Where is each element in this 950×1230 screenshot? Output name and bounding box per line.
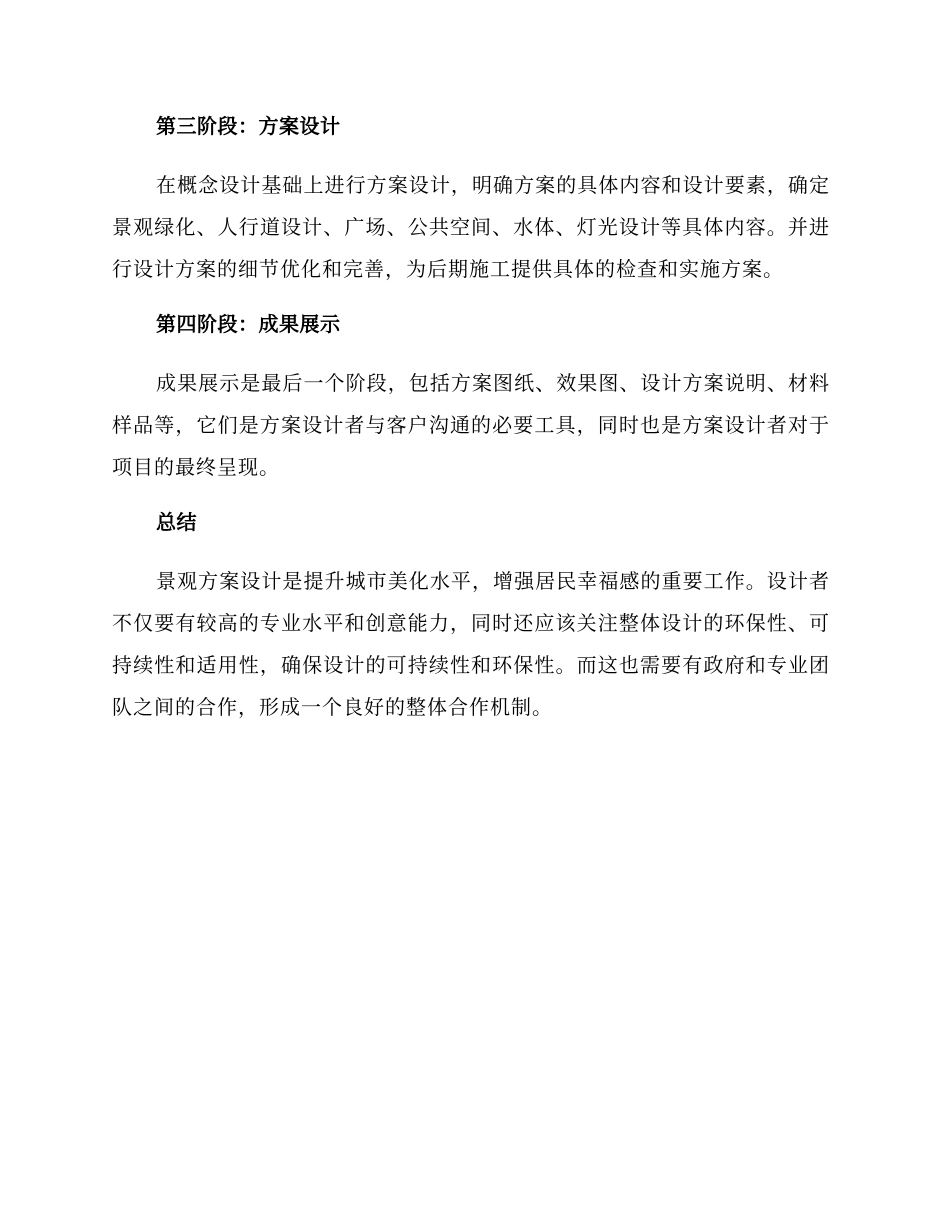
section-paragraph: 在概念设计基础上进行方案设计，明确方案的具体内容和设计要素，确定景观绿化、人行道设计、广场、公共空间、水体、灯光设计等具体内容。并进行设计方案的细节优化和完善，为后期施工提供具体的检查和实施方案。 [112,173,830,281]
section-stage-three [112,110,830,290]
section-heading: 第四阶段：成果展示 [156,312,341,336]
section-stage-four [112,308,830,488]
section-paragraph: 景观方案设计是提升城市美化水平，增强居民幸福感的重要工作。设计者不仅要有较高的专业水平和创意能力，同时还应该关注整体设计的环保性、可持续性和适用性，确保设计的可持续性和环保性。而这也需要有政府和专业团队之间的合作，形成一个良好的整体合作机制。 [112,569,830,719]
section-summary [112,506,830,728]
section-heading: 总结 [156,510,197,534]
section-heading: 第三阶段：方案设计 [156,114,341,138]
document-page [112,110,830,746]
section-paragraph: 成果展示是最后一个阶段，包括方案图纸、效果图、设计方案说明、材料样品等，它们是方案设计者与客户沟通的必要工具，同时也是方案设计者对于项目的最终呈现。 [112,371,830,479]
